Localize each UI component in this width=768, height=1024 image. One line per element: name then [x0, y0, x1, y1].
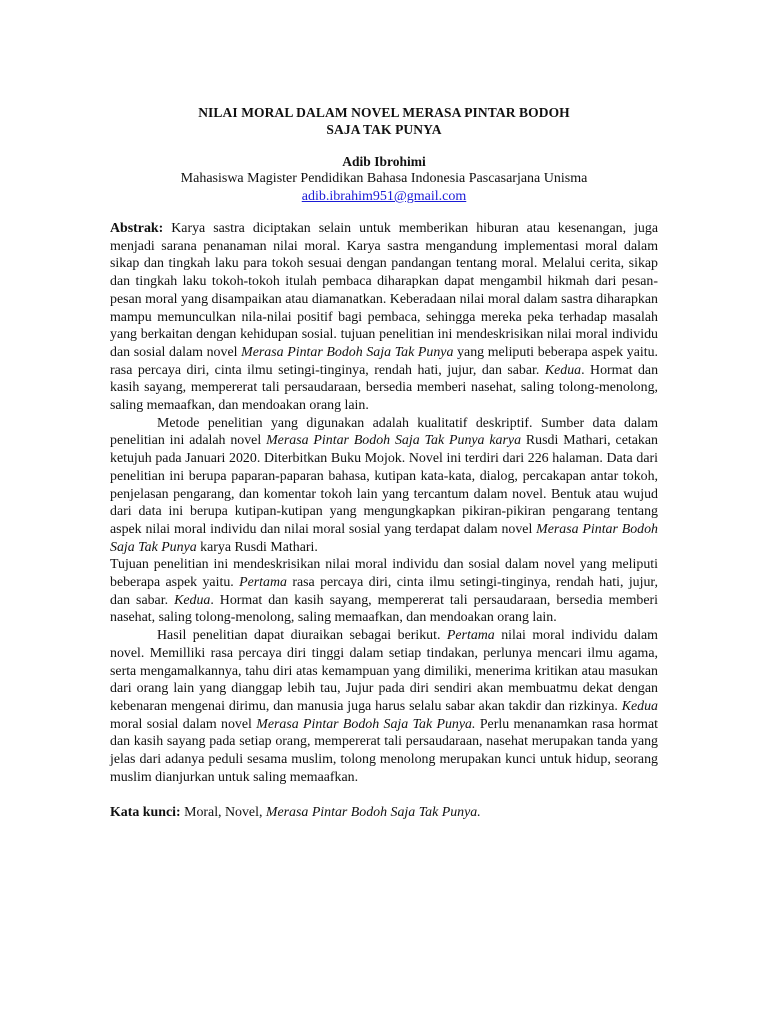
- abstract-text: karya Rusdi Mathari.: [200, 539, 318, 555]
- emphasis-kedua: Kedua: [621, 698, 658, 714]
- paper-title: [110, 104, 658, 138]
- keywords-label: Kata kunci:: [110, 804, 181, 820]
- abstract-text: Perlu menanamkan rasa hormat dan kasih sayang pada setiap orang, mempererat tali persaudaraan, nasehat merupakan tanda yang jelas dari adanya peduli sesama muslim, tolong menolong merupakan kunci untuk hidup, seorang muslim dianjurkan untuk saling memaafkan.: [110, 716, 658, 785]
- abstract-section: [110, 220, 658, 821]
- abstract-text: moral sosial dalam novel: [110, 716, 252, 732]
- emphasis-pertama: Pertama: [446, 628, 495, 644]
- novel-title-italic: Merasa Pintar Bodoh Saja Tak Punya: [110, 521, 658, 555]
- novel-title-italic: Merasa Pintar Bodoh Saja Tak Punya karya: [266, 433, 522, 449]
- abstract-text: Tujuan penelitian ini mendeskrisikan nilai moral individu dan sosial dalam novel yang meliputi beberapa aspek yaitu.: [110, 557, 658, 591]
- abstract-text: Metode penelitian yang digunakan adalah kualitatif deskriptif. Sumber data dalam penelitian ini adalah novel: [110, 415, 658, 449]
- paper-header: [110, 104, 658, 205]
- keywords-text: Moral, Novel,: [184, 804, 263, 820]
- abstract-text: . Hormat dan kasih sayang, mempererat tali persaudaraan, bersedia memberi nasehat, saling tolong-menolong, saling memaafkan, dan mendoakan orang lain.: [110, 592, 658, 626]
- abstract-paragraph-4: [110, 627, 658, 786]
- abstract-text: yang meliputi beberapa aspek yaitu. rasa percaya diri, cinta ilmu setingi-tinginya, rendah hati, jujur, dan sabar.: [110, 344, 659, 378]
- abstract-paragraph-2: [110, 415, 658, 557]
- novel-title-italic: Merasa Pintar Bodoh Saja Tak Punya: [241, 344, 454, 360]
- author-name: Adib Ibrohimi: [342, 154, 426, 169]
- author-email-link[interactable]: adib.ibrahim951@gmail.com: [301, 189, 467, 204]
- emphasis-kedua: Kedua: [174, 592, 211, 608]
- title-line-1: NILAI MORAL DALAM NOVEL MERASA PINTAR BODOH: [198, 105, 570, 120]
- emphasis-kedua: Kedua: [544, 362, 582, 378]
- abstract-label: Abstrak:: [110, 221, 164, 236]
- abstract-text: nilai moral individu dalam novel. Memilliki rasa percaya diri tinggi dalam setiap tindakan, perlunya mencari ilmu agama, serta mengamalkannya, tahu diri atas kemampuan yang dimiliki, menerima kritikan atau masukan dari orang lain yang dianggap lebih tau, Jujur pada diri sendiri akan membuatmu dekat dengan kebenaran mengenai dirimu, dan manusia juga harus selalu sabar akan takdir dan rizkinya.: [110, 628, 658, 714]
- author-email-line: [110, 187, 658, 205]
- abstract-text: Karya sastra diciptakan selain untuk memberikan hiburan atau kesenangan, juga menjadi sarana penanaman nilai moral. Karya sastra mengandung implementasi moral dalam sikap dan tingkah laku para tokoh sesuai dengan pandangan tentang moral. Melalui cerita, sikap dan tingkah laku tokoh-tokoh itulah pembaca diharapkan dapat mengambil hikmah dari pesan-pesan moral yang disampaikan atau diamanatkan. Keberadaan nilai moral dalam sastra diharapkan mampu memunculkan nila-nilai positif bagi pembaca, sehingga mereka peka terhadap masalah yang berkaitan dengan kehidupan sosial. tujuan penelitian ini mendeskrisikan nilai moral individu dan sosial dalam novel: [110, 221, 658, 360]
- title-line-2: SAJA TAK PUNYA: [326, 122, 442, 137]
- author-affiliation: Mahasiswa Magister Pendidikan Bahasa Indonesia Pascasarjana Unisma: [180, 171, 588, 186]
- abstract-text: Rusdi Mathari, cetakan ketujuh pada Januari 2020. Diterbitkan Buku Mojok. Novel ini terdiri dari 226 halaman. Data dari penelitian ini berupa paparan-paparan bahasa, kutipan kata-kata, dialog, percakapan antar tokoh, penjelasan pengarang, dan komentar tokoh lain yang tercantum dalam novel. Bentuk atau wujud dari data ini berupa kutipan-kutipan yang mengungkapkan pikiran-pikiran pengarang tentang aspek nilai moral individu dan nilai moral sosial yang terdapat dalam novel: [110, 433, 658, 537]
- abstract-paragraph-3: [110, 556, 658, 627]
- novel-title-italic: Merasa Pintar Bodoh Saja Tak Punya.: [256, 716, 476, 732]
- keywords-novel-italic: Merasa Pintar Bodoh Saja Tak Punya.: [265, 804, 481, 820]
- abstract-text: rasa percaya diri, cinta ilmu setingi-tinginya, rendah hati, jujur, dan sabar.: [110, 575, 658, 608]
- abstract-paragraph-1: [110, 220, 658, 415]
- keywords-line: [110, 804, 658, 822]
- emphasis-pertama: Pertama: [239, 575, 287, 591]
- abstract-text: Hasil penelitian dapat diuraikan sebagai berikut.: [157, 628, 441, 644]
- abstract-text: . Hormat dan kasih sayang, mempererat tali persaudaraan, bersedia memberi nasehat, saling tolong-menolong, saling memaafkan, dan mendoakan orang lain.: [110, 362, 659, 414]
